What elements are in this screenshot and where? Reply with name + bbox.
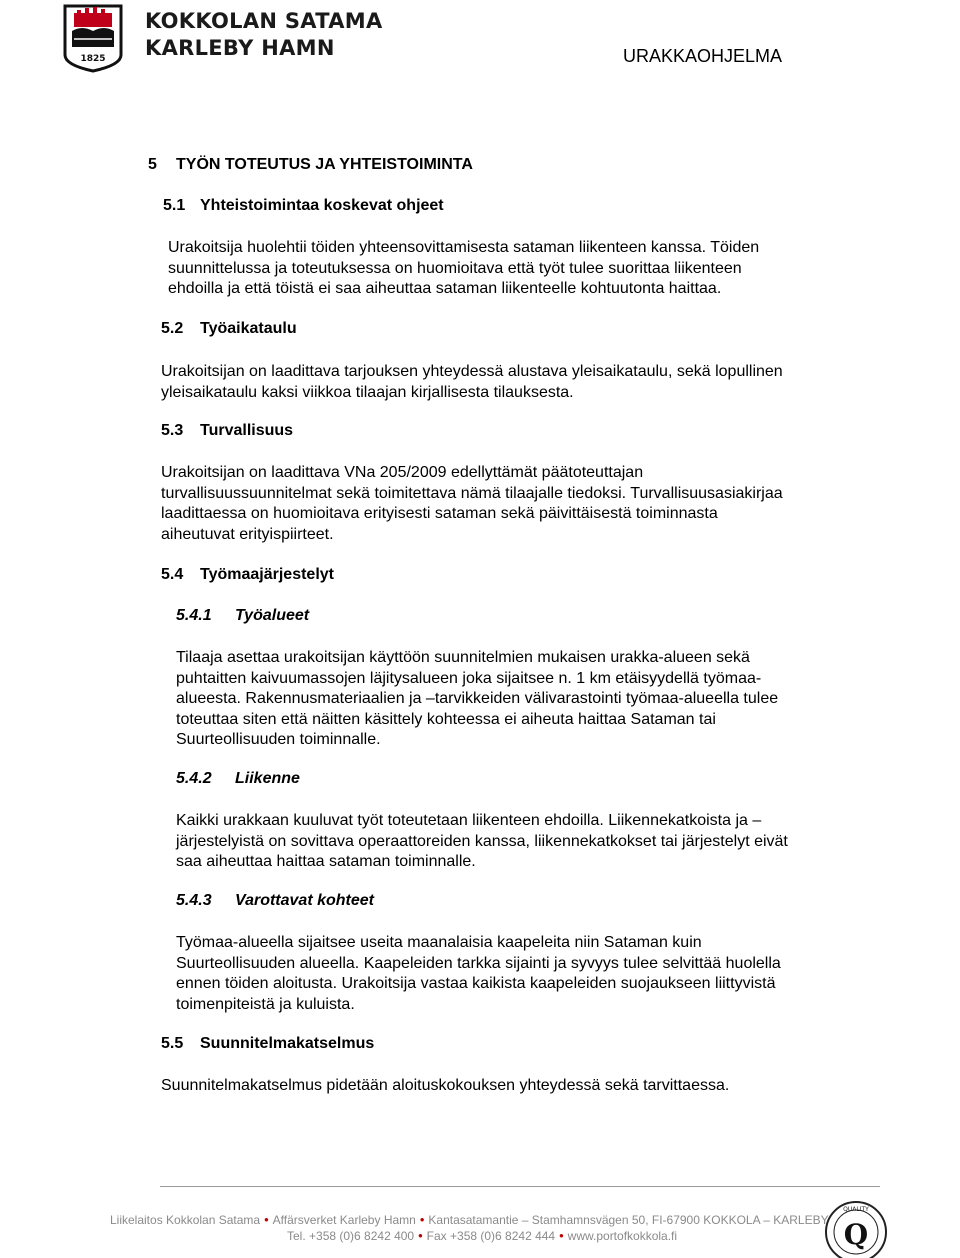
heading-5-4-3: 5.4.3 Varottavat kohteet <box>176 892 374 909</box>
heading-5-1: 5.1 Yhteistoimintaa koskevat ohjeet <box>163 197 444 214</box>
heading-5-4-2: 5.4.2 Liikenne <box>176 770 300 787</box>
svg-text:Q: Q <box>843 1218 869 1251</box>
document-title: URAKKAOHJELMA <box>622 46 782 66</box>
bullet-icon: • <box>419 1212 425 1227</box>
logo-year: 1825 <box>80 54 106 64</box>
footer-contact-line: Tel. +358 (0)6 8242 400 • Fax +358 (0)6 8242 444 • www.portofkokkola.fi <box>287 1228 678 1243</box>
quality-seal-icon <box>820 1196 892 1258</box>
heading-5-5: 5.5 Suunnitelmakatselmus <box>161 1035 375 1052</box>
heading-5-4: 5.4 Työmaajärjestelyt <box>161 566 334 583</box>
bullet-icon: • <box>418 1228 423 1243</box>
heading-5-4-1: 5.4.1 Työalueet <box>176 607 310 624</box>
footer-address-line: Liikelaitos Kokkolan Satama • Affärsverket Karleby Hamn • Kantasatamantie – Stamhamnsvägen 50, FI-67900 KOKKOLA – KARLEBY <box>110 1212 829 1227</box>
paragraph-5-2: Urakoitsijan on laadittava tarjouksen yhteydessä alustava yleisaikataulu, sekä lopullinen yleisaikataulu kaksi viikkoa tilaajan kirjallisesta tilauksesta. <box>161 363 783 401</box>
heading-5-2: 5.2 Työaikataulu <box>161 320 297 337</box>
harbour-logo-icon <box>62 3 124 73</box>
paragraph-5-3: Urakoitsijan on laadittava VNa 205/2009 edellyttämät päätoteuttajan turvallisuussuunnitelmat sekä toimitettava nämä tilaajalle tiedoksi. Turvallisuusasiakirjaa laadittaessa on huomioitava erityisesti sataman sekä päivittäisestä toiminnasta aiheutuvat erityispiirteet. <box>161 464 783 543</box>
svg-text:QUALITY: QUALITY <box>843 1206 869 1213</box>
footer-divider <box>160 1186 880 1187</box>
paragraph-5-1: Urakoitsija huolehtii töiden yhteensovittamisesta sataman liikenteen kanssa. Töiden suunnittelussa ja toteutuksessa on huomioitava että työt tulee suorittaa liikenteen ehdoilla ja että töistä ei saa aiheuttaa sataman liikenteelle kohtuutonta haittaa. <box>168 239 760 297</box>
heading-5: 5 TYÖN TOTEUTUS JA YHTEISTOIMINTA <box>148 156 473 173</box>
heading-5-3: 5.3 Turvallisuus <box>161 422 294 439</box>
paragraph-5-4-2: Kaikki urakkaan kuuluvat työt toteutetaan liikenteen ehdoilla. Liikennekatkoista ja – järjestelyistä on sovittava operaattoreiden kanssa, liikennekatkokset tai järjestelyt eivät saa aiheuttaa haittaa sataman toiminnalle. <box>176 812 788 870</box>
paragraph-5-5: Suunnitelmakatselmus pidetään aloituskokouksen yhteydessä sekä tarvittaessa. <box>161 1077 730 1094</box>
company-name-fi: KOKKOLAN SATAMA <box>145 9 383 33</box>
paragraph-5-4-3: Työmaa-alueella sijaitsee useita maanalaisia kaapeleita niin Sataman kuin Suurteollisuuden alueella. Kaapeleiden tarkka sijainti ja syvyys tulee selvittää huolella ennen töiden aloitusta. Urakoitsija vastaa kaikista kaapeleiden suojaukseen liittyvistä toimenpiteistä ja kuluista. <box>176 934 781 1013</box>
paragraph-5-4-1: Tilaaja asettaa urakoitsijan käyttöön suunnitelmien mukaisen urakka-alueen sekä puhtaitten kaivuumassojen läjitysalueen joka sijaitsee n. 1 km etäisyydellä työmaa- alueesta. Rakennusmateriaalien ja –tarvikkeiden välivarastointi työmaa-alueella tulee toteuttaa siten että näitten käsittely kohteessa ei aiheuta haittaa Sataman tai Suurteollisuuden toiminnalle. <box>176 649 779 748</box>
bullet-icon: • <box>559 1228 564 1243</box>
bullet-icon: • <box>264 1212 269 1227</box>
company-name-sv: KARLEBY HAMN <box>145 36 335 60</box>
company-name <box>145 8 383 62</box>
